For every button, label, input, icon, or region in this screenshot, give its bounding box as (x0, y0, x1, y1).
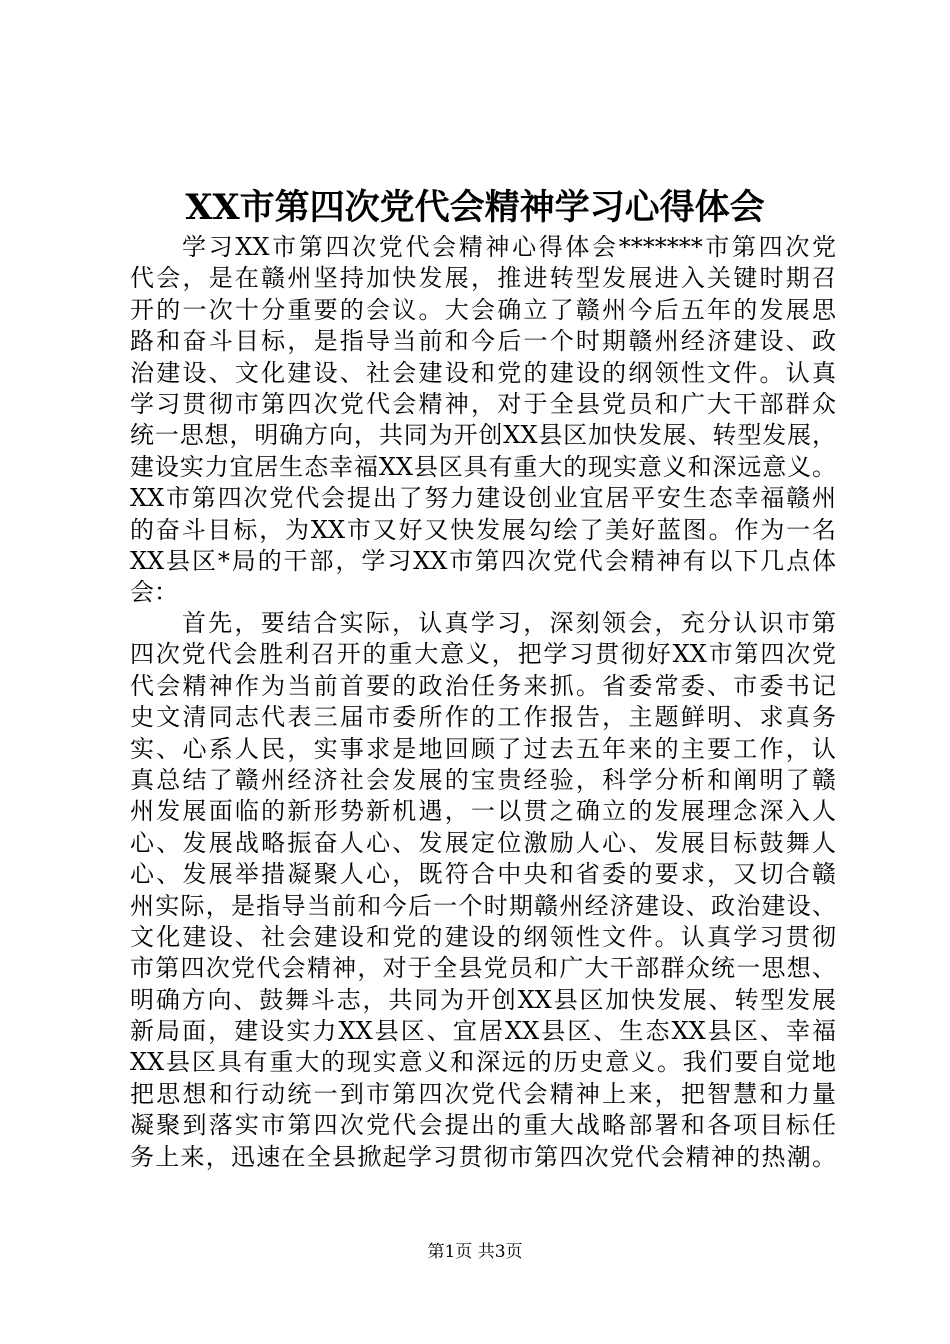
text-line: 四次党代会胜利召开的重大意义，把学习贯彻好XX市第四次党 (130, 640, 836, 669)
text-line: 州实际，是指导当前和今后一个时期赣州经济建设、政治建设、 (130, 891, 836, 920)
text-line: 学习贯彻市第四次党代会精神，对于全县党员和广大干部群众 (130, 389, 836, 418)
text-line: 史文清同志代表三届市委所作的工作报告，主题鲜明、求真务 (130, 703, 836, 732)
text-line: 市第四次党代会精神，对于全县党员和广大干部群众统一思想、 (130, 954, 836, 983)
text-line: 的奋斗目标，为XX市又好又快发展勾绘了美好蓝图。作为一名 (130, 515, 836, 544)
text-line: 把思想和行动统一到市第四次党代会精神上来，把智慧和力量 (130, 1079, 836, 1108)
text-line: 治建设、文化建设、社会建设和党的建设的纲领性文件。认真 (130, 358, 836, 387)
text-line: 开的一次十分重要的会议。大会确立了赣州今后五年的发展思 (130, 295, 836, 324)
text-line: 首先，要结合实际，认真学习，深刻领会，充分认识市第 (182, 609, 836, 637)
document-title: XX市第四次党代会精神学习心得体会 (185, 187, 765, 228)
text-line: XX县区具有重大的现实意义和深远的历史意义。我们要自觉地 (130, 1048, 836, 1077)
text-line: XX市第四次党代会提出了努力建设创业宜居平安生态幸福赣州 (130, 484, 836, 513)
text-line: 真总结了赣州经济社会发展的宝贵经验，科学分析和阐明了赣 (130, 765, 836, 794)
text-line: XX县区*局的干部，学习XX市第四次党代会精神有以下几点体 (130, 546, 836, 575)
text-line: 州发展面临的新形势新机遇，一以贯之确立的发展理念深入人 (130, 797, 836, 826)
text-line: 务上来，迅速在全县掀起学习贯彻市第四次党代会精神的热潮。 (130, 1142, 836, 1171)
paragraph-2 (130, 608, 836, 1173)
text-line: 会： (130, 578, 178, 607)
text-line: 建设实力宜居生态幸福XX县区具有重大的现实意义和深远意义。 (130, 452, 836, 481)
text-line: 心、发展战略振奋人心、发展定位激励人心、发展目标鼓舞人 (130, 828, 836, 857)
text-line: 学习XX市第四次党代会精神心得体会*******市第四次党 (182, 233, 836, 261)
text-line: 代会精神作为当前首要的政治任务来抓。省委常委、市委书记 (130, 671, 836, 700)
text-line: 统一思想，明确方向，共同为开创XX县区加快发展、转型发展， (130, 421, 836, 450)
text-line: 路和奋斗目标，是指导当前和今后一个时期赣州经济建设、政 (130, 327, 836, 356)
text-line: 实、心系人民，实事求是地回顾了过去五年来的主要工作，认 (130, 734, 836, 763)
text-line: 明确方向、鼓舞斗志，共同为开创XX县区加快发展、转型发展 (130, 985, 836, 1014)
text-line: 心、发展举措凝聚人心，既符合中央和省委的要求，又切合赣 (130, 860, 836, 889)
text-line: 代会，是在赣州坚持加快发展，推进转型发展进入关键时期召 (130, 264, 836, 293)
text-line: 新局面，建设实力XX县区、宜居XX县区、生态XX县区、幸福 (130, 1017, 836, 1046)
page-footer: 第1页 共3页 (427, 1242, 523, 1262)
paragraph-1 (130, 232, 836, 609)
text-line: 凝聚到落实市第四次党代会提出的重大战略部署和各项目标任 (130, 1111, 836, 1140)
text-line: 文化建设、社会建设和党的建设的纲领性文件。认真学习贯彻 (130, 922, 836, 951)
